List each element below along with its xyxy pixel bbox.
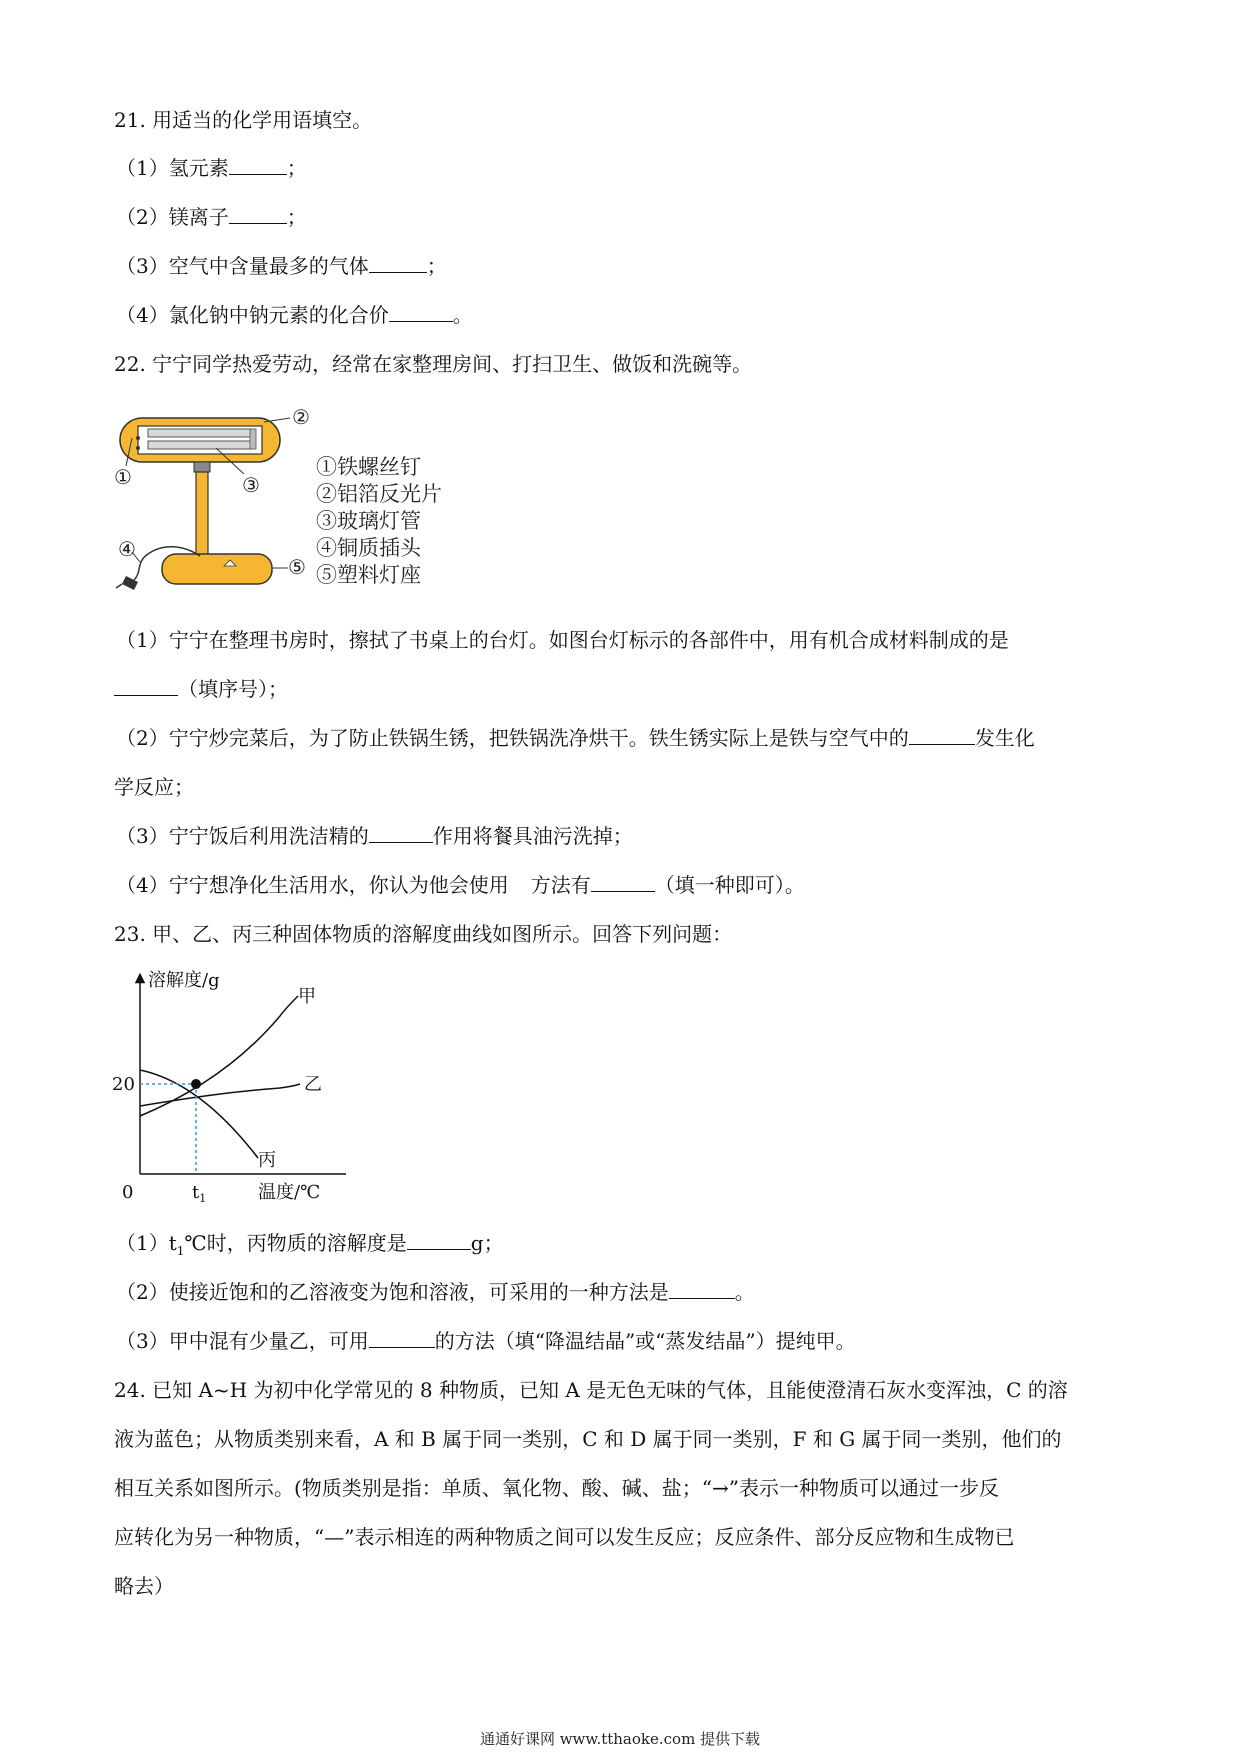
page-footer: 通通好课网 www.tthaoke.com 提供下载 — [479, 1730, 761, 1748]
plug-prong — [116, 584, 122, 588]
q22-part-2-suffix: 发生化 — [974, 726, 1035, 750]
q21-item-3-text: （3）空气中含量最多的气体 — [116, 254, 369, 278]
tube-end-cap — [250, 429, 256, 449]
answer-blank[interactable] — [369, 1329, 435, 1348]
q21-item-4 — [116, 302, 473, 328]
lamp-base — [162, 554, 272, 584]
q23-part-1-suffix: g； — [470, 1231, 504, 1255]
screw-dot — [136, 436, 140, 440]
curve-label-jia: 甲 — [298, 986, 316, 1007]
legend-item-2: ②铝箔反光片 — [316, 482, 442, 506]
intersection-point — [191, 1079, 201, 1089]
q22-part-2-line-2: 学反应； — [114, 775, 194, 799]
x-tick-label: $t_1$ — [192, 1182, 207, 1205]
curve-jia — [140, 996, 298, 1116]
callout-3: ③ — [242, 473, 260, 497]
q22-part-4-suffix: （填一种即可）。 — [654, 873, 805, 897]
q21-title: 21. 用适当的化学用语填空。 — [114, 108, 373, 132]
q21-item-2 — [116, 204, 307, 230]
answer-blank[interactable] — [229, 156, 287, 175]
x-axis-label: 温度/℃ — [258, 1182, 321, 1203]
q24-line-3: 相互关系如图所示。(物质类别是指：单质、氧化物、酸、碱、盐；“→”表示一种物质可以通过一步反 — [114, 1476, 1000, 1500]
callout-1: ① — [114, 465, 132, 489]
q22-part-4 — [116, 872, 805, 898]
q22-part-1-suffix: （填序号）； — [178, 677, 288, 701]
q23-part-1 — [116, 1230, 504, 1264]
q23-title: 23. 甲、乙、丙三种固体物质的溶解度曲线如图所示。回答下列问题： — [114, 922, 733, 946]
y-axis-label: 溶解度/g — [148, 970, 220, 991]
q23-part-2 — [116, 1279, 755, 1305]
q22-part-3 — [116, 823, 633, 849]
q22-part-1-line-2 — [114, 676, 288, 702]
q22-part-2-text: （2）宁宁炒完菜后，为了防止铁锅生锈，把铁锅洗净烘干。铁生锈实际上是铁与空气中的 — [116, 726, 909, 750]
answer-blank[interactable] — [229, 205, 287, 224]
screw-dot — [136, 446, 140, 450]
callout-4: ④ — [118, 537, 136, 561]
legend-item-1: ①铁螺丝钉 — [316, 455, 421, 479]
q22-part-4-mid: 方法有 — [530, 873, 591, 897]
desk-lamp-figure — [112, 404, 312, 604]
q23-part-3 — [116, 1328, 856, 1354]
glass-tube-top — [148, 429, 252, 437]
q21-item-3-punct: ； — [426, 254, 447, 278]
q23-part-2-text: （2）使接近饱和的乙溶液变为饱和溶液，可采用的一种方法是 — [116, 1280, 669, 1304]
answer-blank[interactable] — [407, 1231, 471, 1250]
curve-yi — [140, 1084, 300, 1106]
legend-item-3: ③玻璃灯管 — [316, 509, 421, 533]
q22-title: 22. 宁宁同学热爱劳动，经常在家整理房间、打扫卫生、做饭和洗碗等。 — [114, 352, 753, 376]
q22-part-2-line-1 — [116, 725, 1035, 751]
q23-part-3-suffix: 的方法（填“降温结晶”或“蒸发结晶”）提纯甲。 — [434, 1329, 856, 1353]
q21-item-1-punct: ； — [286, 156, 307, 180]
q21-item-4-punct: 。 — [452, 303, 473, 327]
q21-item-2-text: （2）镁离子 — [116, 205, 229, 229]
answer-blank[interactable] — [369, 824, 433, 843]
q23-part-3-text: （3）甲中混有少量乙，可用 — [116, 1329, 369, 1353]
solubility-curve-figure — [108, 966, 368, 1206]
answer-blank[interactable] — [114, 677, 178, 696]
q24-line-2: 液为蓝色；从物质类别来看，A 和 B 属于同一类别，C 和 D 属于同一类别，F 和 G 属于同一类别，他们的 — [114, 1427, 1062, 1451]
legend-item-4: ④铜质插头 — [316, 536, 421, 560]
q21-item-1 — [116, 155, 307, 181]
callout-5: ⑤ — [288, 555, 306, 579]
q23-part-1-text: （1）t — [116, 1231, 177, 1255]
q22-part-4-text: （4）宁宁想净化生活用水，你认为他会使用 — [116, 873, 509, 897]
q23-part-1-text-2: ℃时，丙物质的溶解度是 — [184, 1231, 407, 1255]
y-tick-label: 20 — [112, 1074, 135, 1095]
q21-item-1-text: （1）氢元素 — [116, 156, 229, 180]
answer-blank[interactable] — [909, 726, 975, 745]
lamp-neck — [194, 462, 210, 472]
answer-blank[interactable] — [389, 303, 453, 322]
origin-label: 0 — [122, 1182, 134, 1203]
glass-tube-bottom — [148, 441, 252, 449]
q22-part-1-line-1: （1）宁宁在整理书房时，擦拭了书桌上的台灯。如图台灯标示的各部件中，用有机合成材料制成的是 — [116, 628, 1009, 652]
curve-label-bing: 丙 — [258, 1150, 276, 1171]
q21-item-4-text: （4）氯化钠中钠元素的化合价 — [116, 303, 389, 327]
answer-blank[interactable] — [369, 254, 427, 273]
answer-blank[interactable] — [591, 873, 655, 892]
legend-item-5: ⑤塑料灯座 — [316, 563, 421, 587]
lamp-stem — [196, 472, 208, 560]
callout-2: ② — [292, 405, 310, 429]
q24-line-5: 略去） — [114, 1574, 174, 1598]
q22-part-3-text: （3）宁宁饭后利用洗洁精的 — [116, 824, 369, 848]
q23-part-2-suffix: 。 — [734, 1280, 755, 1304]
lamp-parts-legend — [316, 454, 442, 589]
answer-blank[interactable] — [669, 1280, 735, 1299]
q24-line-1: 24. 已知 A~H 为初中化学常见的 8 种物质，已知 A 是无色无味的气体，且能使澄清石灰水变浑浊，C 的溶 — [114, 1378, 1068, 1402]
q23-part-1-sub: 1 — [176, 1244, 185, 1258]
q21-item-2-punct: ； — [286, 205, 307, 229]
q21-item-3 — [116, 253, 447, 279]
q24-line-4: 应转化为另一种物质，“—”表示相连的两种物质之间可以发生反应；反应条件、部分反应物和生成物已 — [114, 1525, 1015, 1549]
curve-label-yi: 乙 — [304, 1074, 322, 1095]
q22-part-3-suffix: 作用将餐具油污洗掉； — [432, 824, 633, 848]
